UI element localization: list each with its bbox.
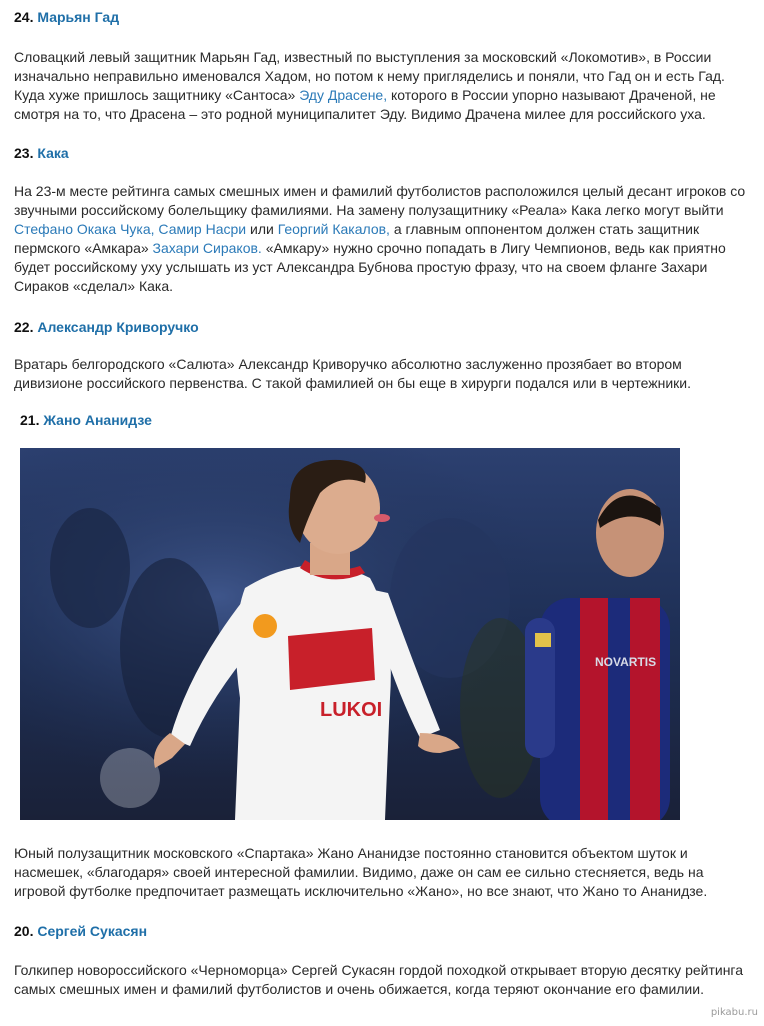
player-link-kaka[interactable]: Кака (37, 145, 69, 161)
inline-player-link[interactable]: Георгий Какалов, (277, 221, 390, 237)
paragraph-23 (14, 182, 754, 296)
player-link-sukasyan[interactable]: Сергей Сукасян (37, 923, 148, 939)
rank-number: 21. (20, 412, 40, 428)
player-link-krivoruchko[interactable]: Александр Криворучко (37, 319, 199, 335)
inline-player-link[interactable]: Стефано Окака Чука, (14, 221, 155, 237)
paragraph-text: а главным оппонентом должен стать защитник пермского «Амкара» (14, 221, 700, 256)
paragraph-text: которого в России упорно называют Драченой, не смотря на то, что Драсена – это родной муниципалитет Эду. Видимо Драчена милее для российского уха. (14, 87, 716, 122)
paragraph-text: Юный полузащитник московского «Спартака» Жано Ананидзе постоянно становится объектом шуток и насмешек, «благодаря» своей интересной фамилии. Видимо, даже он сам ее сильно стесняется, ведь на игровой футболке предпочитает размещать исключительно «Жано», но все знают, что Жано то Ананидзе. (14, 845, 708, 899)
heading-20 (14, 922, 754, 941)
rank-number: 22. (14, 319, 34, 335)
heading-24 (14, 8, 754, 27)
heading-21 (20, 411, 760, 430)
paragraph-21 (14, 844, 754, 901)
inline-player-link[interactable]: Эду Драсене, (299, 87, 388, 103)
watermark: pikabu.ru (710, 1007, 758, 1018)
paragraph-text: или (246, 221, 278, 237)
paragraph-24 (14, 48, 754, 124)
inline-player-link[interactable]: Захари Сираков. (152, 240, 262, 256)
paragraph-text: Словацкий левый защитник Марьян Гад, известный по выступления за московский «Локомотив», в России изначально неправильно именовался Хадом, но потом к нему пригляделись и поняли, что Гад он и есть Гад. Куда хуже пришлось защитнику «Сантоса» (14, 49, 725, 103)
heading-22 (14, 318, 754, 337)
paragraph-text: На 23-м месте рейтинга самых смешных имен и фамилий футболистов расположился целый десант игроков со звучными российскому болельщику фамилиями. На замену полузащитнику «Реала» Кака легко могут выйти (14, 183, 746, 218)
rank-number: 23. (14, 145, 34, 161)
paragraph-text: Вратарь белгородского «Салюта» Александр Криворучко абсолютно заслуженно прозябает во втором дивизионе российского первенства. С такой фамилией он бы еще в хирурги подался или в чертежники. (14, 356, 691, 391)
svg-text:LUKOI: LUKOI (320, 699, 383, 721)
paragraph-text: «Амкару» нужно срочно попадать в Лигу Чемпионов, ведь как приятно будет российскому уху услышать из уст Александра Бубнова простую фразу, что на своем фланге Захари Сираков «сделал» Кака. (14, 240, 726, 294)
player-link-ananidze[interactable]: Жано Ананидзе (43, 412, 152, 428)
paragraph-20 (14, 961, 754, 999)
rank-number: 20. (14, 923, 34, 939)
svg-text:NOVARTIS: NOVARTIS (595, 655, 657, 669)
player-link-gad[interactable]: Марьян Гад (37, 9, 120, 25)
paragraph-text: Голкипер новороссийского «Черноморца» Сергей Сукасян гордой походкой открывает вторую десятку рейтинга самых смешных имен и фамилий футболистов и очень обижается, когда теряют окончание его фамилии. (14, 962, 744, 997)
player-photo (20, 448, 680, 820)
inline-player-link[interactable]: Самир Насри (158, 221, 247, 237)
photo-illustration (20, 448, 680, 820)
rank-number: 24. (14, 9, 34, 25)
paragraph-22 (14, 355, 754, 393)
heading-23 (14, 144, 754, 163)
